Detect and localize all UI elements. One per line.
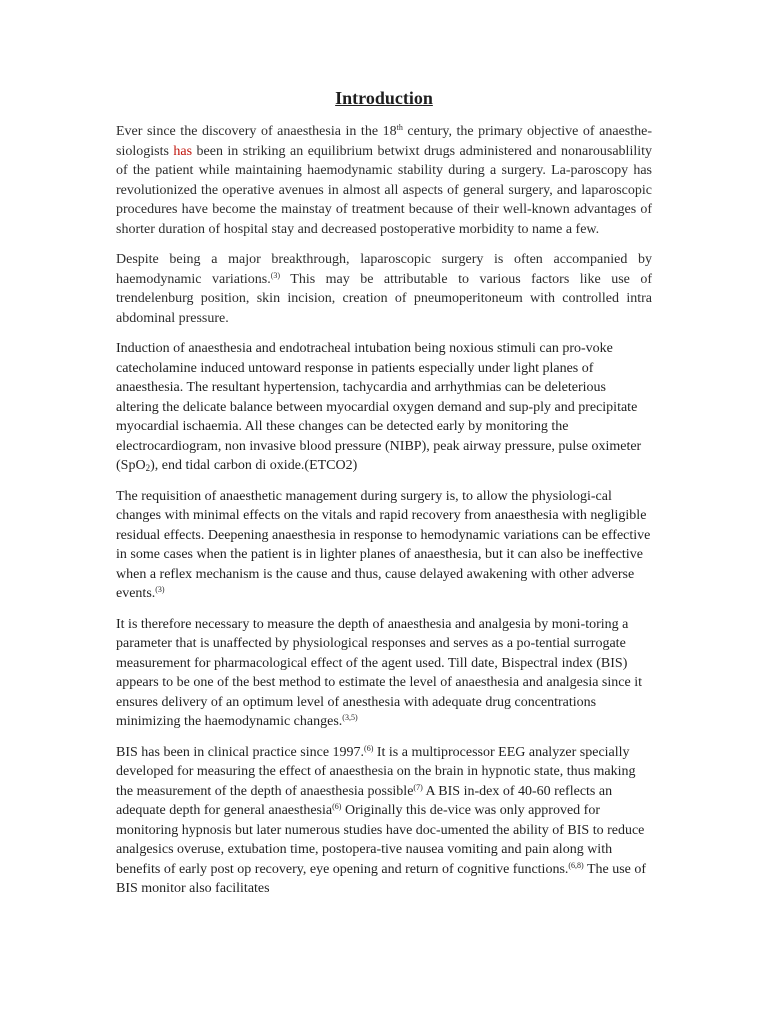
- paragraph-2-text-b: This may be attributable to various factors like use of trendelenburg position, skin incision, creation of pneumoperitoneum with controlled intra abdominal pressure.: [116, 271, 653, 326]
- paragraph-5-reference: (3,5): [342, 713, 358, 723]
- paragraph-6-text-e: The use of BIS monitor also facilitates: [116, 861, 647, 896]
- paragraph-3-text-a: Induction of anaesthesia and endotracheal intubation being noxious stimuli can pro-voke catecholamine induced untoward response in patients especially under light planes of anaesthesia. The resultant hypertension, tachycardia and arrhythmias can be deleterious altering the delicate balance between myocardial oxygen demand and sup-ply and precipitate myocardial ischaemia. All these changes can be detected early by monitoring the electrocardiogram, non invasive blood pressure (NIBP), peak airway pressure, pulse oximeter (SpO: [116, 341, 642, 473]
- paragraph-4-reference: (3): [155, 585, 165, 595]
- highlighted-word: has: [173, 143, 193, 159]
- paragraph-2-text-a: Despite being a major breakthrough, laparoscopic surgery is often accompanied by haemodynamic variations.: [116, 252, 652, 287]
- paragraph-6-reference-2: (7): [413, 782, 423, 792]
- paragraph-6-reference-4: (6,8): [568, 860, 584, 870]
- paragraph-1: [116, 122, 652, 239]
- paragraph-4-text-a: The requisition of anaesthetic management during surgery is, to allow the physiologi-cal changes with minimal effects on the vitals and rapid recovery from anaesthesia with negligible residual effects. Deepening anaesthesia in response to hemodynamic variations can be effective in some cases when the patient is in lighter planes of anaesthesia, but it can also be ineffective when a reflex mechanism is the cause and thus, cause delayed awakening with other adverse events.: [116, 488, 651, 601]
- paragraph-6-text-a: BIS has been in clinical practice since 1997.: [116, 744, 365, 760]
- paragraph-6: [116, 743, 652, 899]
- paragraph-5: [116, 615, 652, 732]
- paragraph-4: [116, 487, 652, 604]
- paragraph-3-text-b: ), end tidal carbon di oxide.(ETCO2): [150, 458, 358, 473]
- paragraph-3: [116, 339, 652, 476]
- page-title: Introduction: [335, 88, 433, 108]
- paragraph-1-text-b: century, the primary objective of anaesthe-siologists: [116, 124, 652, 159]
- document-body: [116, 122, 652, 910]
- paragraph-5-text-a: It is therefore necessary to measure the depth of anaesthesia and analgesia by moni-toring a parameter that is unaffected by physiological responses and serves as a po-tential surrogate measurement for pharmacological effect of the agent used. Till date, Bispectral index (BIS) appears to be one of the best method to estimate the level of anaesthesia and analgesia since it ensures delivery of an optimum level of anesthesia with adequate drug concentrations minimizing the haemodynamic changes.: [116, 616, 642, 729]
- paragraph-6-text-c: A BIS in-dex of 40-60 reflects an adequate depth for general anaesthesia: [116, 783, 613, 818]
- paragraph-6-text-d: Originally this de-vice was only approved for monitoring hypnosis but later numerous studies have doc-umented the ability of BIS to reduce analgesics overuse, extubation time, postopera-tive nausea vomiting and pain along with benefits of early post op recovery, eye opening and return of cognitive functions.: [116, 803, 645, 877]
- paragraph-6-text-b: It is a multiprocessor EEG analyzer specially developed for measuring the effect of anaesthesia on the brain in hypnotic state, thus making the measurement of the depth of anaesthesia possible: [116, 744, 636, 799]
- paragraph-3-subscript: 2: [145, 462, 151, 473]
- paragraph-1-text-c: been in striking an equilibrium betwixt drugs administered and nonarousablility of the patient while maintaining haemodynamic stability during a surgery. La-paroscopy has revolutionized the operative avenues in almost all aspects of general surgery, and laparoscopic procedures have become the mainstay of treatment because of their well-known advantages of shorter duration of hospital stay and decreased postoperative morbidity to name a few.: [116, 143, 652, 237]
- paragraph-6-reference-3: (6): [332, 802, 342, 812]
- paragraph-2: [116, 250, 652, 328]
- paragraph-6-reference-1: (6): [364, 743, 374, 753]
- paragraph-2-reference: (3): [270, 270, 281, 280]
- paragraph-1-text-a: Ever since the discovery of anaesthesia in the 18: [116, 124, 397, 139]
- paragraph-1-superscript: th: [396, 123, 403, 133]
